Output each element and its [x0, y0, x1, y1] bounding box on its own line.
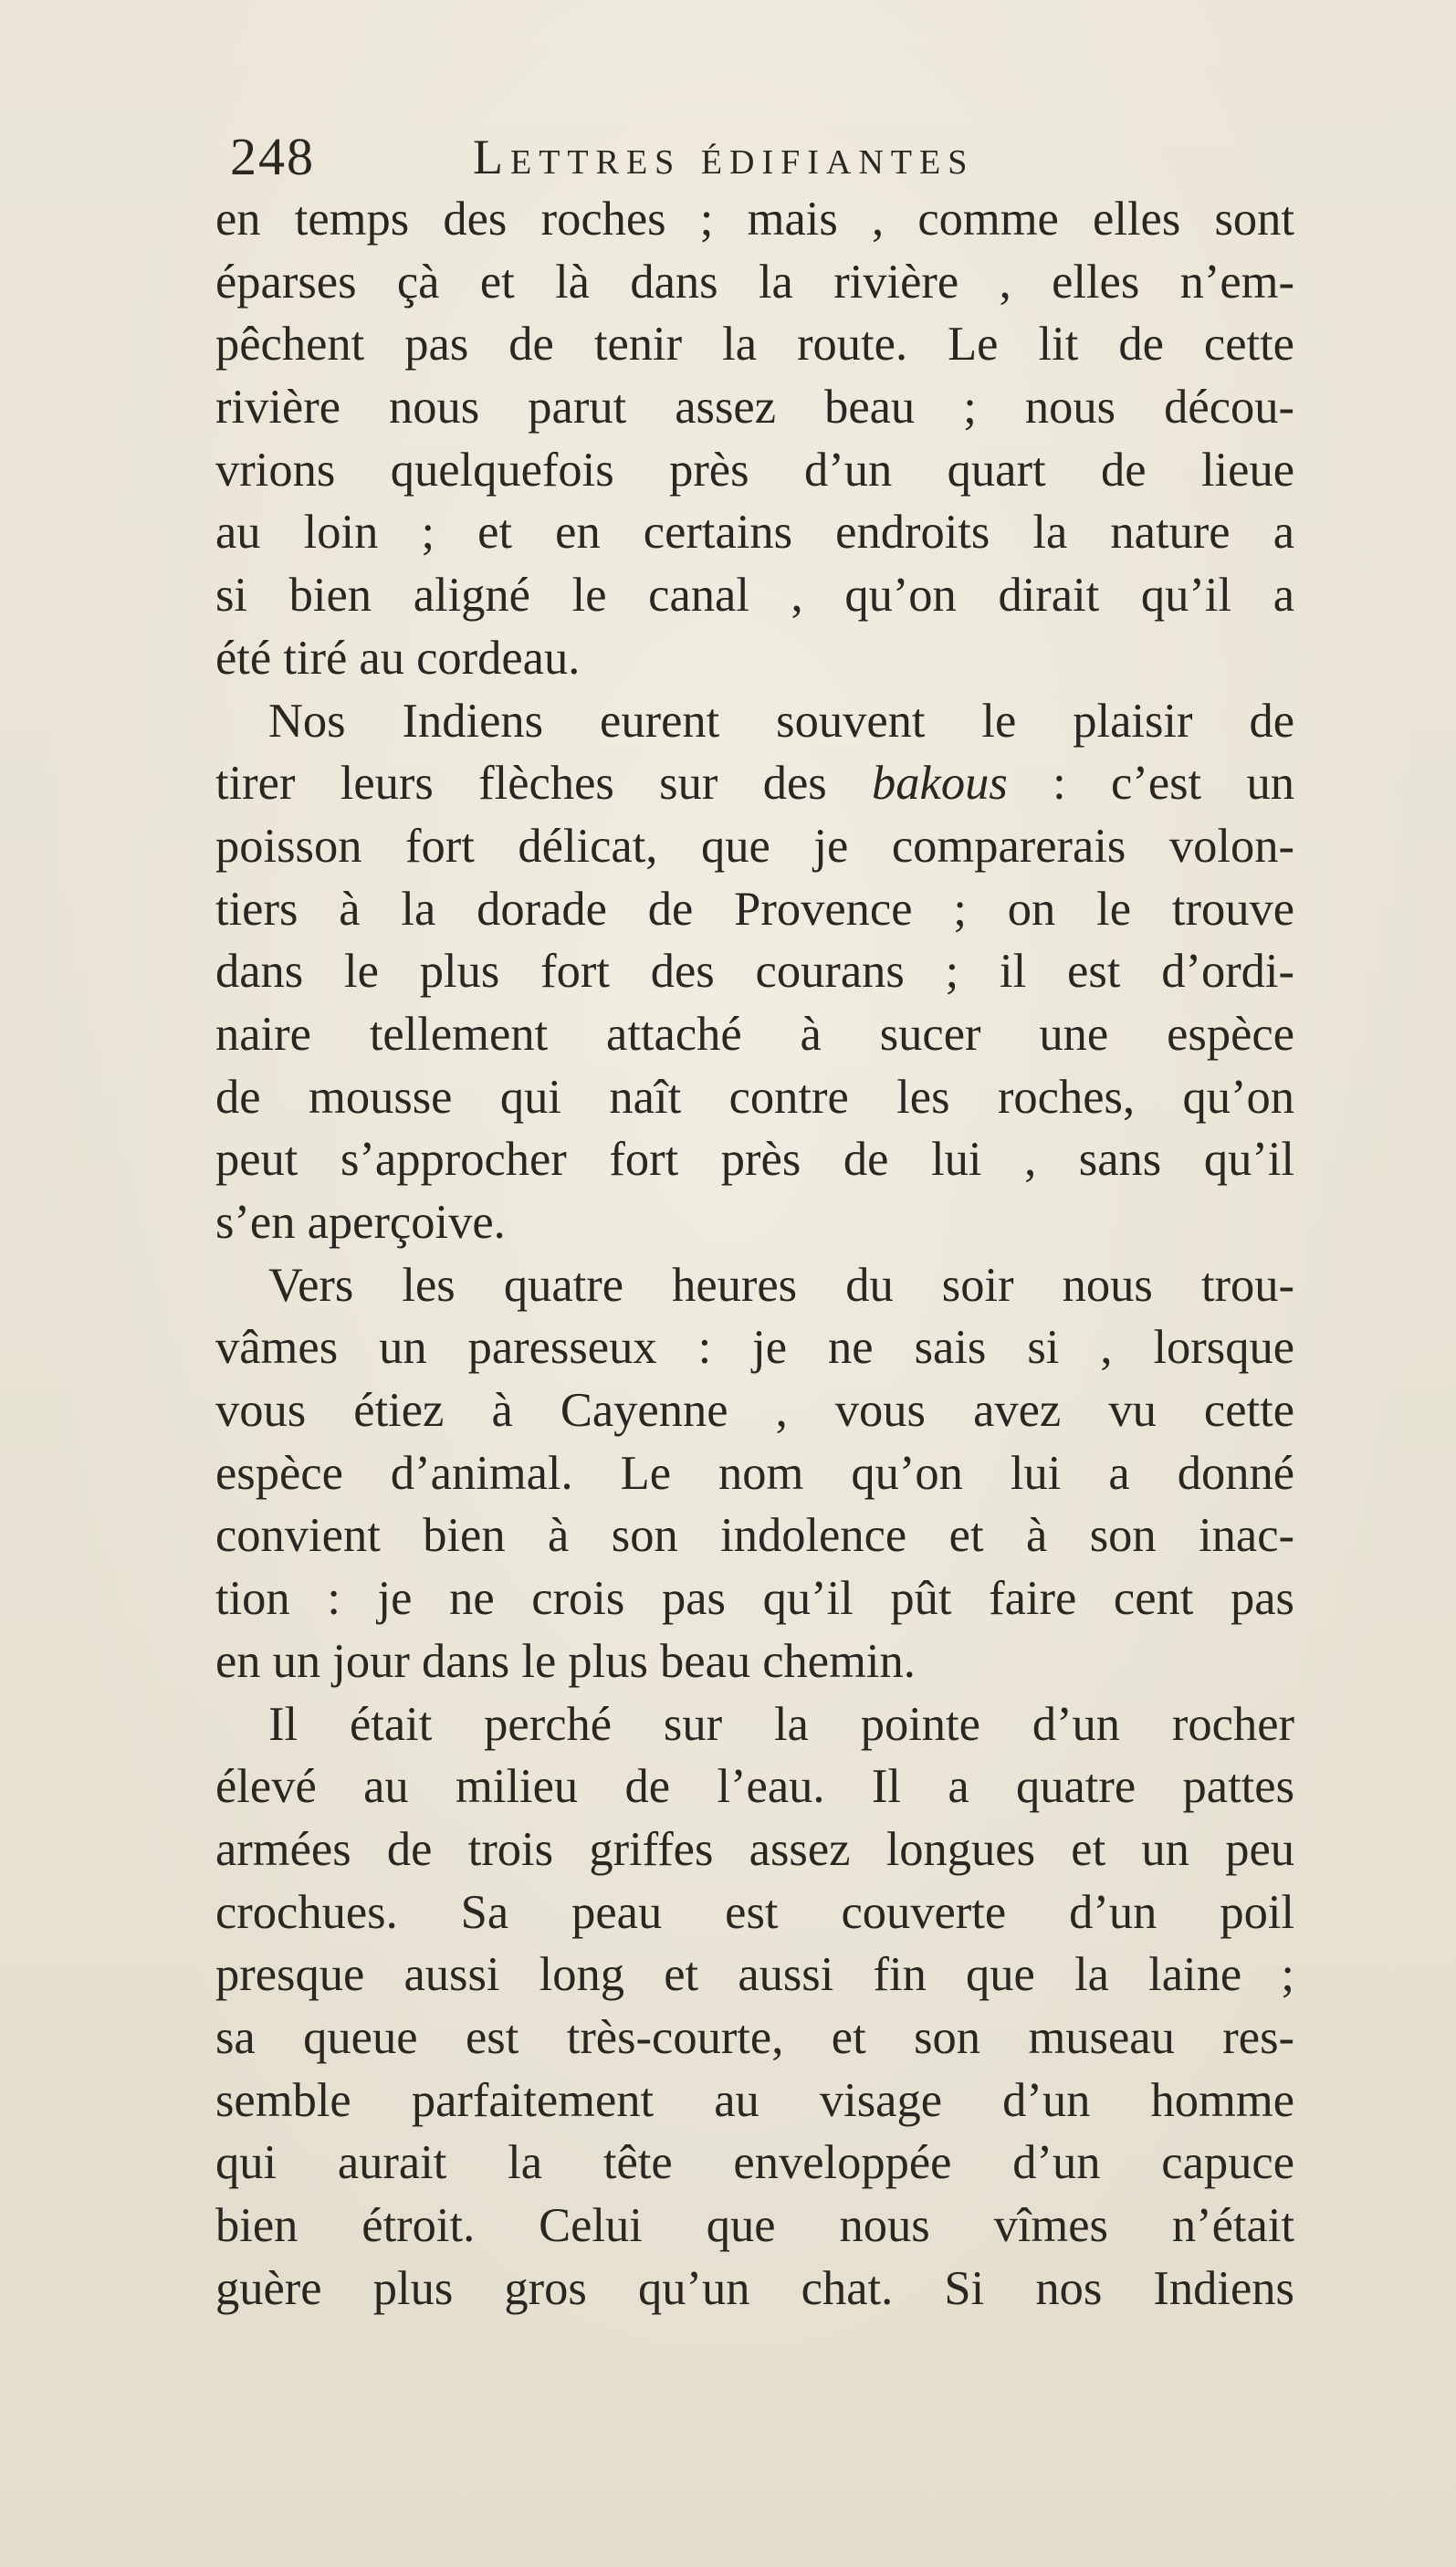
text-line	[215, 752, 1294, 815]
text-line: pêchent pas de tenir la route. Le lit de cette	[215, 318, 1294, 372]
text-line: vrions quelquefois près d’un quart de lieue	[215, 443, 1294, 497]
text-line: s’en aperçoive.	[215, 1196, 506, 1249]
text-line: en temps des roches ; mais , comme elles sont	[215, 193, 1294, 246]
text-line: Vers les quatre heures du soir nous trou-	[268, 1258, 1294, 1312]
text-line: dans le plus fort des courans ; il est d’ordi-	[215, 945, 1294, 999]
text-line: naire tellement attaché à sucer une espèce	[215, 1007, 1294, 1061]
running-head: Lettres édifiantes	[473, 130, 975, 184]
text-line: armées de trois griffes assez longues et un peu	[215, 1822, 1294, 1876]
italic-term: bakous	[872, 757, 1008, 811]
text-line: Nos Indiens eurent souvent le plaisir de	[268, 694, 1294, 748]
text-line: si bien aligné le canal , qu’on dirait qu’il a	[215, 569, 1294, 623]
text-line: semble parfaitement au visage d’un homme	[215, 2073, 1294, 2127]
body-text	[215, 188, 1294, 2320]
text-line: élevé au milieu de l’eau. Il a quatre pattes	[215, 1760, 1294, 1814]
text-line: rivière nous parut assez beau ; nous décou-	[215, 381, 1294, 435]
text-line: été tiré au cordeau.	[215, 631, 581, 685]
text-line: au loin ; et en certains endroits la nature a	[215, 506, 1294, 560]
text-line: bien étroit. Celui que nous vîmes n’était	[215, 2199, 1294, 2252]
text-line: en un jour dans le plus beau chemin.	[215, 1634, 916, 1688]
page-number: 248	[230, 127, 315, 186]
text-line: de mousse qui naît contre les roches, qu’on	[215, 1070, 1294, 1124]
text-line: crochues. Sa peau est couverte d’un poil	[215, 1885, 1294, 1939]
text-segment: : c’est un	[1007, 757, 1294, 811]
text-line: Il était perché sur la pointe d’un rocher	[268, 1697, 1294, 1751]
text-line: tiers à la dorade de Provence ; on le trouve	[215, 882, 1294, 936]
text-line: peut s’approcher fort près de lui , sans qu’il	[215, 1133, 1294, 1187]
text-line: qui aurait la tête enveloppée d’un capuce	[215, 2136, 1294, 2190]
text-line: presque aussi long et aussi fin que la laine ;	[215, 1948, 1294, 2002]
text-line: éparses çà et là dans la rivière , elles n’em-	[215, 255, 1294, 309]
text-segment: tirer leurs flèches sur des	[215, 757, 873, 811]
text-line: convient bien à son indolence et à son inac-	[215, 1509, 1294, 1563]
text-line: tion : je ne crois pas qu’il pût faire cent pas	[215, 1572, 1294, 1626]
text-line: guère plus gros qu’un chat. Si nos Indiens	[215, 2261, 1294, 2315]
text-line: espèce d’animal. Le nom qu’on lui a donné	[215, 1446, 1294, 1500]
text-line: vâmes un paresseux : je ne sais si , lorsque	[215, 1321, 1294, 1375]
page-header	[230, 120, 1325, 194]
text-line: sa queue est très-courte, et son museau res-	[215, 2010, 1294, 2064]
text-line: poisson fort délicat, que je comparerais volon-	[215, 819, 1294, 873]
text-line: vous étiez à Cayenne , vous avez vu cette	[215, 1384, 1294, 1438]
